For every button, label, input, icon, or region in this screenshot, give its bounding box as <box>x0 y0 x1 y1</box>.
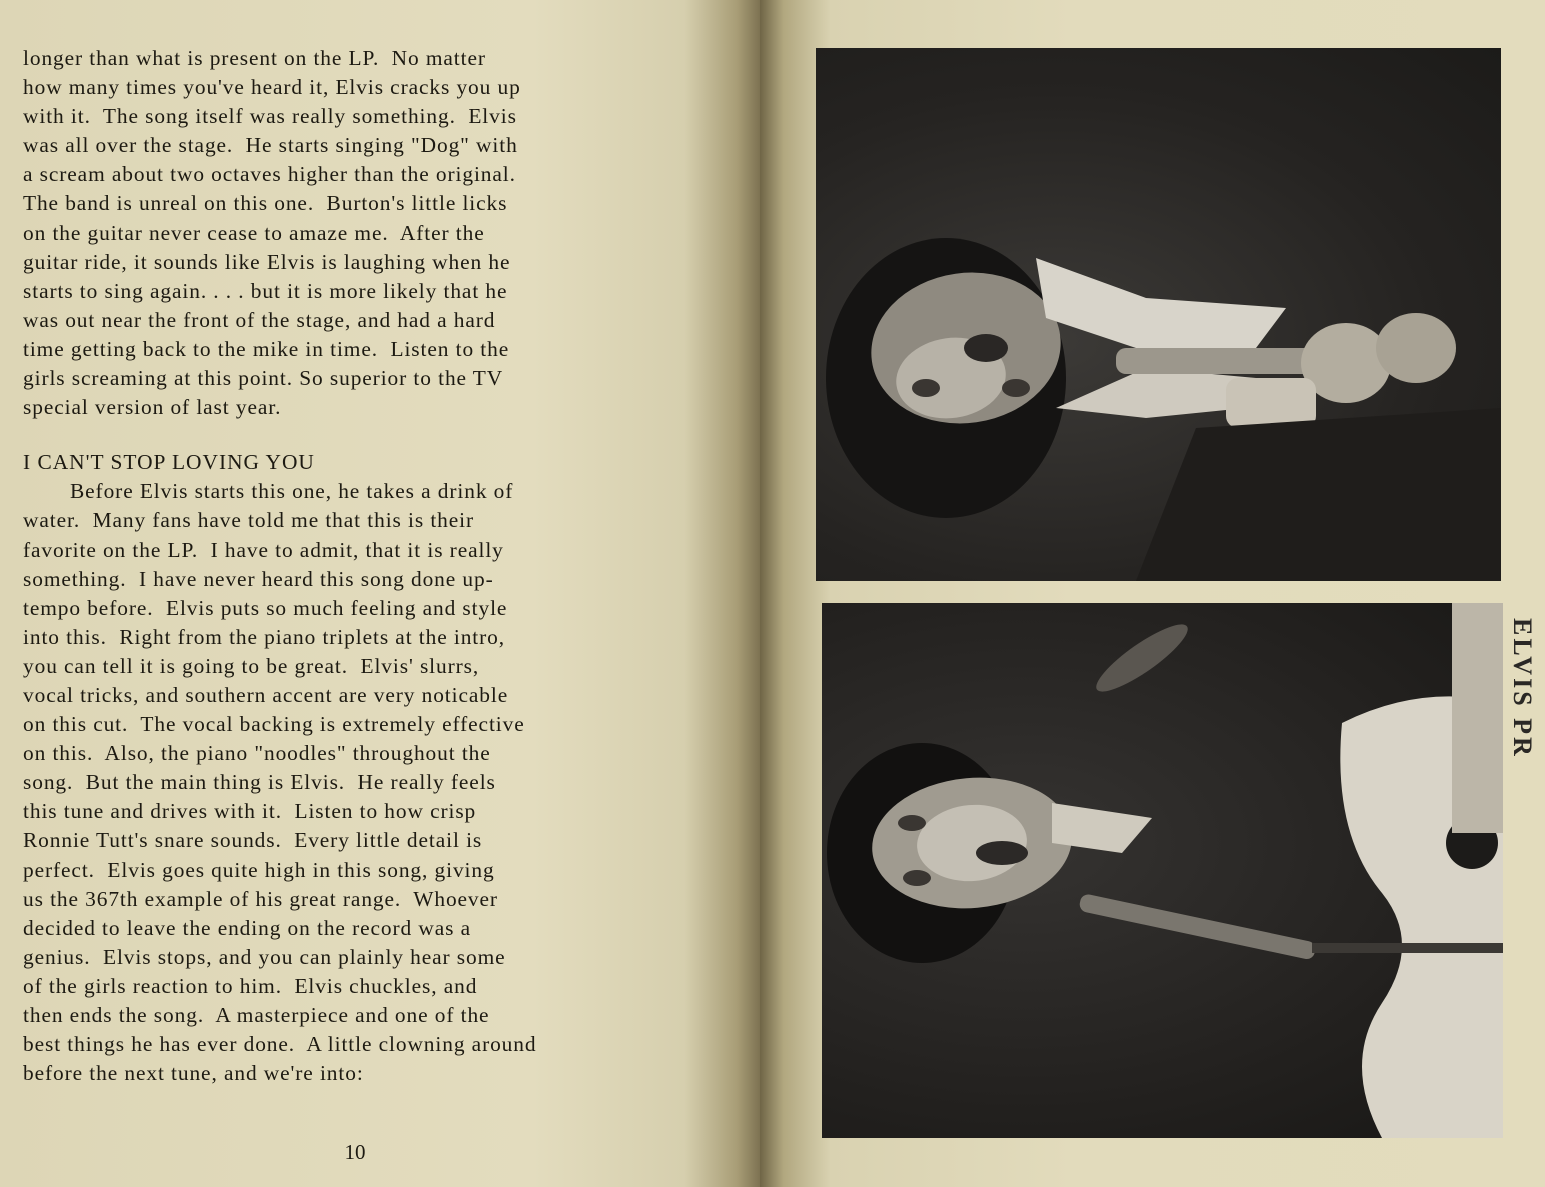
body-text <box>23 44 723 1088</box>
photo-singer-performing <box>816 48 1501 581</box>
text-line: perfect. Elvis goes quite high in this song, giving <box>23 857 495 882</box>
text-line: favorite on the LP. I have to admit, that it is really <box>23 537 504 562</box>
text-line-indented <box>23 477 723 506</box>
text-line: Ronnie Tutt's snare sounds. Every little detail is <box>23 828 483 853</box>
photo-singer-with-guitar <box>822 603 1537 1138</box>
page-number: 10 <box>344 1140 366 1164</box>
text-line: us the 367th example of his great range. Whoever <box>23 886 498 911</box>
text-line: of the girls reaction to him. Elvis chuckles, and <box>23 973 478 998</box>
text-line: girls screaming at this point. So superior to the TV <box>23 366 504 391</box>
text-line: genius. Elvis stops, and you can plainly hear some <box>23 944 506 969</box>
text-line: how many times you've heard it, Elvis cracks you up <box>23 75 521 100</box>
text-line: special version of last year. <box>23 395 282 420</box>
text-line: on this cut. The vocal backing is extremely effective <box>23 712 525 737</box>
text-line: time getting back to the mike in time. Listen to the <box>23 336 510 361</box>
guitar-lettering: ELVIS PR <box>1508 618 1537 759</box>
text-line: on the guitar never cease to amaze me. After the <box>23 220 485 245</box>
text-line: vocal tricks, and southern accent are very noticable <box>23 682 509 707</box>
photo-top-illustration <box>816 48 1501 581</box>
text-line: Before Elvis starts this one, he takes a drink of <box>70 479 514 504</box>
text-line: song. But the main thing is Elvis. He really feels <box>23 770 496 795</box>
text-line: The band is unreal on this one. Burton's little licks <box>23 191 508 216</box>
left-page <box>0 0 760 1187</box>
text-line: something. I have never heard this song done up- <box>23 566 494 591</box>
text-line: was all over the stage. He starts singing "Dog" with <box>23 133 518 158</box>
text-line: a scream about two octaves higher than the original. <box>23 162 516 187</box>
text-line: was out near the front of the stage, and had a hard <box>23 307 496 332</box>
text-line: on this. Also, the piano "noodles" throughout the <box>23 741 491 766</box>
text-line: tempo before. Elvis puts so much feeling and style <box>23 595 508 620</box>
text-line: this tune and drives with it. Listen to how crisp <box>23 799 477 824</box>
text-line: then ends the song. A masterpiece and one of the <box>23 1003 490 1027</box>
right-page <box>760 0 1545 1187</box>
paragraph-1 <box>23 44 723 422</box>
text-line: longer than what is present on the LP. No matter <box>23 46 486 70</box>
text-line: guitar ride, it sounds like Elvis is laughing when he <box>23 249 511 274</box>
song-heading: I CAN'T STOP LOVING YOU <box>23 450 315 475</box>
text-line: into this. Right from the piano triplets at the intro, <box>23 624 506 649</box>
photo-bottom-illustration <box>822 603 1503 1138</box>
paragraph-2 <box>23 477 723 1088</box>
text-line: starts to sing again. . . . but it is more likely that he <box>23 278 508 303</box>
text-line: water. Many fans have told me that this is their <box>23 508 475 533</box>
text-line: you can tell it is going to be great. Elvis' slurrs, <box>23 653 480 678</box>
text-line: decided to leave the ending on the record was a <box>23 915 471 940</box>
text-line: best things he has ever done. A little clowning around <box>23 1032 537 1057</box>
text-line: before the next tune, and we're into: <box>23 1061 364 1086</box>
text-line: with it. The song itself was really something. Elvis <box>23 104 517 129</box>
